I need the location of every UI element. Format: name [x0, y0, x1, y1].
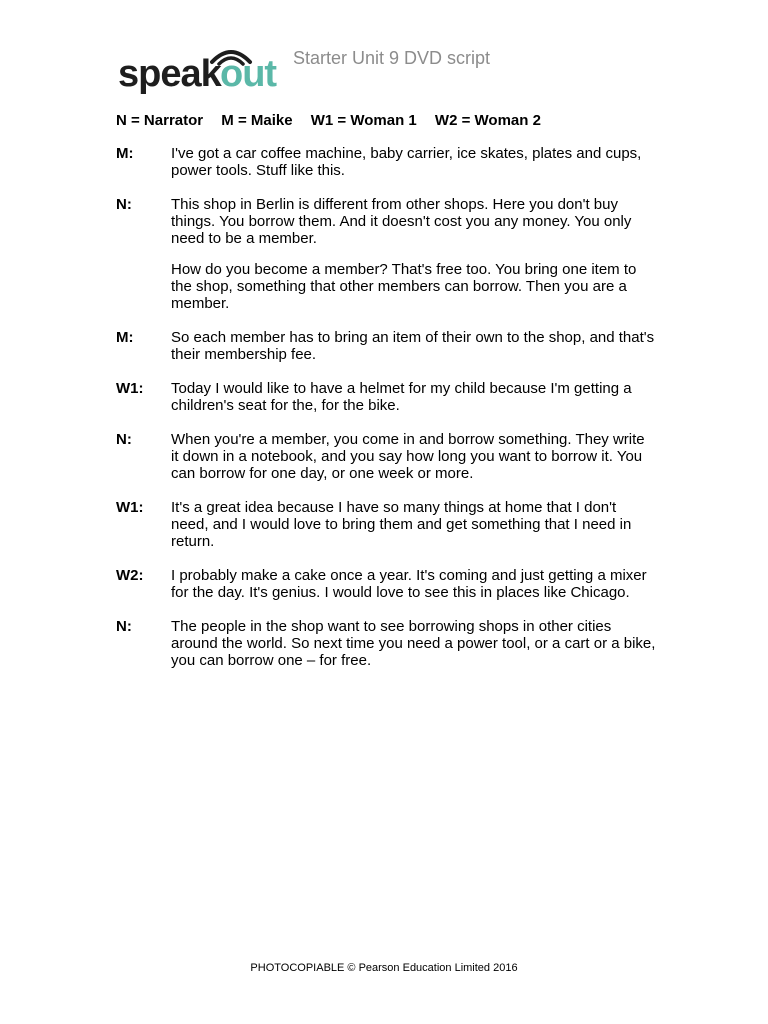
script-turn	[116, 145, 656, 179]
speech-text	[171, 196, 656, 312]
speaker-label: N:	[116, 196, 132, 213]
speech-text	[171, 329, 656, 363]
speaker-label: N:	[116, 618, 132, 635]
script-turn	[116, 567, 656, 601]
speech-paragraph: I probably make a cake once a year. It's coming and just getting a mixer for the day. It's genius. I would love to see this in places like Chicago.	[171, 567, 647, 601]
speech-paragraph: Today I would like to have a helmet for my child because I'm getting a children's seat for the, for the bike.	[171, 380, 632, 414]
legend-item-woman-2: W2 = Woman 2	[434, 112, 541, 129]
script-turn	[116, 196, 656, 312]
speech-paragraph: When you're a member, you come in and borrow something. They write it down in a notebook, and you say how long you want to borrow it. You can borrow for one day, or one week or more.	[171, 431, 645, 482]
speech-paragraph: How do you become a member? That's free too. You bring one item to the shop, something that other members can borrow. Then you are a member.	[171, 261, 637, 312]
speaker-label: W2:	[116, 567, 144, 584]
speaker-label: W1:	[116, 380, 144, 397]
speaker-label: M:	[116, 329, 134, 346]
speech-paragraph: This shop in Berlin is different from other shops. Here you don't buy things. You borrow them. And it doesn't cost you any money. You only need to be a member.	[171, 196, 632, 247]
speaker-legend	[116, 112, 555, 129]
page-footer: PHOTOCOPIABLE © Pearson Education Limited 2016	[250, 962, 518, 974]
speech-paragraph: So each member has to bring an item of their own to the shop, and that's their membership fee.	[171, 329, 655, 363]
svg-text:out: out	[220, 53, 277, 95]
script-turn	[116, 499, 656, 550]
legend-item-woman-1: W1 = Woman 1	[310, 112, 417, 129]
legend-item-maike: M = Maike	[221, 112, 293, 129]
script-turn	[116, 329, 656, 363]
speech-paragraph: I've got a car coffee machine, baby carrier, ice skates, plates and cups, power tools. Stuff like this.	[171, 145, 642, 179]
script-turn	[116, 618, 656, 669]
document-title: Starter Unit 9 DVD script	[293, 48, 491, 68]
speakout-logo	[116, 40, 296, 96]
speech-text	[171, 431, 656, 482]
speech-text	[171, 618, 656, 669]
speech-text	[171, 380, 656, 414]
speech-text	[171, 499, 656, 550]
speaker-label: N:	[116, 431, 132, 448]
script-turn	[116, 431, 656, 482]
speaker-label: M:	[116, 145, 134, 162]
speaker-label: W1:	[116, 499, 144, 516]
script-body	[116, 145, 656, 686]
svg-text:speak: speak	[118, 53, 221, 95]
page-header	[116, 40, 676, 96]
speech-paragraph: It's a great idea because I have so many things at home that I don't need, and I would love to bring them and get something that I need in return.	[171, 499, 632, 550]
speech-text	[171, 145, 656, 179]
legend-item-narrator: N = Narrator	[116, 112, 204, 129]
speech-paragraph: The people in the shop want to see borrowing shops in other cities around the world. So next time you need a power tool, or a cart or a bike, you can borrow one – for free.	[171, 618, 656, 669]
script-turn	[116, 380, 656, 414]
speech-text	[171, 567, 656, 601]
